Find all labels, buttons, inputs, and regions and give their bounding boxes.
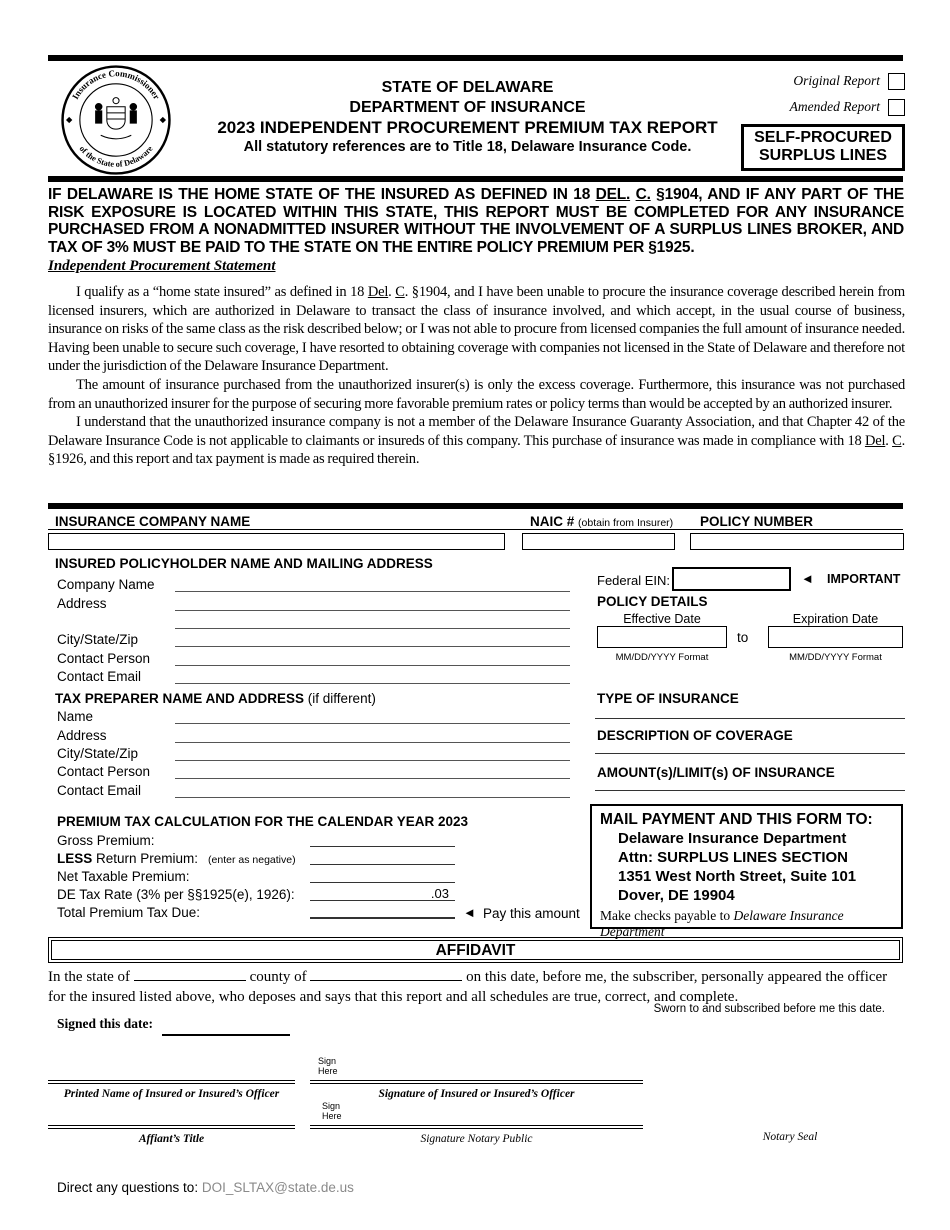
policy-number-label: POLICY NUMBER: [700, 514, 814, 529]
insured-address-row: [57, 595, 570, 611]
tax-preparer-heading: [55, 691, 376, 706]
return-premium-line[interactable]: [310, 851, 455, 865]
payable-department-name: Delaware Insurance Department: [600, 908, 844, 939]
naic-note-text: (obtain from Insurer): [578, 517, 674, 529]
county-write-line[interactable]: [310, 968, 462, 981]
statement-paragraphs: [48, 283, 905, 469]
officer-signature-line[interactable]: [310, 1070, 643, 1084]
insured-city-state-zip-line[interactable]: [175, 632, 570, 647]
field-label: Contact Person: [57, 651, 151, 666]
naic-number-input[interactable]: [522, 533, 675, 550]
checks-payable-note: [600, 908, 893, 940]
p3-del-cite: Del: [864, 432, 886, 449]
field-label: Address: [57, 596, 107, 611]
questions-footer: [57, 1180, 354, 1195]
affidavit-text-mid: county of: [249, 969, 307, 985]
affiant-title-caption: Affiant’s Title: [138, 1133, 205, 1145]
mail-address-line: Attn: SURPLUS LINES SECTION: [618, 849, 849, 866]
title-state: STATE OF DELAWARE: [381, 79, 554, 96]
affidavit-text-pre: In the state of: [48, 969, 131, 985]
return-premium-text: Return Premium:: [92, 851, 199, 866]
statement-paragraph-1: [48, 283, 905, 376]
surplus-lines-line: SURPLUS LINES: [758, 147, 887, 164]
federal-ein-label: Federal EIN:: [597, 573, 670, 588]
insured-policyholder-heading: INSURED POLICYHOLDER NAME AND MAILING ADDRESS: [55, 556, 433, 571]
seal-inner-ring: [80, 84, 152, 156]
signed-date-line[interactable]: [162, 1022, 290, 1036]
preparer-heading-text: TAX PREPARER NAME AND ADDRESS: [55, 691, 305, 706]
printed-name-caption: Printed Name of Insured or Insured’s Officer: [63, 1088, 280, 1100]
total-premium-tax-due-line[interactable]: [310, 905, 455, 919]
less-bold-text: LESS: [57, 851, 93, 866]
p1-text: . §1904, and I have been unable to procure the insurance coverage described herein from licensed insurers, which are authorized in Delaware to transact the class of insurance involved, and which accept, in the usual course of business, insurance on risks of the same class as the risk described below; or I was not able to procure from licensed companies the full amount of insurance needed. Having been unable to secure such coverage, I have resorted to obtaining coverage with companies not licensed in the State of Delaware and therefore not under the jurisdiction of the Delaware Insurance Department.: [48, 284, 905, 375]
pay-this-amount-note: Pay this amount: [483, 906, 580, 921]
title-report: 2023 INDEPENDENT PROCUREMENT PREMIUM TAX REPORT: [217, 118, 718, 137]
p1-text: I qualify as a “home state insured” as defined in 18: [76, 284, 368, 300]
left-arrow-icon: ◄: [801, 571, 814, 586]
sign-here-word: Sign: [322, 1101, 341, 1111]
diamond-separator-icon: [66, 117, 72, 123]
field-label: Company Name: [57, 577, 155, 592]
field-label: City/State/Zip: [57, 632, 139, 647]
contact-email-link[interactable]: DOI_SLTAX@state.de.us: [201, 1180, 354, 1195]
description-of-coverage-heading: DESCRIPTION OF COVERAGE: [597, 728, 793, 743]
preparer-city-state-zip-line[interactable]: [175, 746, 570, 761]
p1-c-cite: C: [395, 284, 405, 300]
insurance-company-name-label: INSURANCE COMPANY NAME: [55, 514, 251, 529]
preparer-address-row: [57, 727, 570, 743]
net-taxable-premium-label: Net Taxable Premium:: [57, 869, 190, 884]
preparer-heading-note: (if different): [307, 691, 376, 706]
section-divider-rule: [48, 503, 903, 509]
insured-contact-email-line[interactable]: [175, 669, 570, 684]
p1-del-cite: Del: [367, 284, 389, 300]
diamond-separator-icon: [160, 117, 166, 123]
seal-bottom-text: of the State of Delaware: [77, 144, 155, 169]
preparer-name-row: [57, 708, 570, 724]
left-arrow-icon: ◄: [463, 905, 476, 920]
p3-c-cite: C: [892, 432, 902, 449]
important-label: IMPORTANT: [827, 572, 901, 586]
state-write-line[interactable]: [134, 968, 246, 981]
self-procured-surplus-lines-badge: [741, 124, 905, 171]
header-divider-rule: [48, 176, 903, 182]
printed-name-line[interactable]: [48, 1070, 295, 1084]
affidavit-text: [48, 968, 905, 1007]
date-format-note: MM/DD/YYYY Format: [789, 652, 882, 663]
delaware-insurance-commissioner-seal: [60, 64, 172, 176]
type-of-insurance-heading: TYPE OF INSURANCE: [597, 691, 739, 706]
preparer-name-line[interactable]: [175, 709, 570, 724]
mail-address-line: Dover, DE 19904: [618, 887, 735, 904]
independent-procurement-statement-heading: Independent Procurement Statement: [48, 258, 276, 274]
sign-here-word: Sign: [318, 1056, 337, 1066]
form-title-block: [195, 78, 740, 157]
seal-coat-of-arms: [95, 98, 136, 139]
policy-number-input[interactable]: [690, 533, 904, 550]
federal-ein-input[interactable]: [672, 567, 791, 591]
total-premium-tax-due-label: Total Premium Tax Due:: [57, 905, 201, 920]
seal-top-text: Insurance Commissioner: [70, 68, 162, 102]
affidavit-heading: AFFIDAVIT: [48, 937, 903, 963]
expiration-date-label: Expiration Date: [792, 612, 879, 626]
amount-limit-line[interactable]: [595, 777, 905, 791]
signed-this-date-label: Signed this date:: [57, 1016, 154, 1031]
notice-c-cite: C.: [635, 186, 651, 203]
insured-address2-line[interactable]: [175, 614, 570, 629]
notary-seal-caption: Notary Seal: [762, 1131, 818, 1143]
statement-paragraph-2: The amount of insurance purchased from the unauthorized insurer(s) is only the excess coverage. Furthermore, this insurance was not purchased from an unauthorized insurer for the purpose of securing more favorable premium rates or policy terms than would be accepted by an authorized insurer.: [48, 376, 905, 412]
notice-del-cite: DEL.: [595, 186, 631, 203]
report-type-checkboxes: [735, 71, 905, 123]
de-tax-rate-line: .03: [310, 887, 455, 901]
p3-text: .: [885, 432, 893, 449]
p1-text: .: [388, 284, 396, 300]
sworn-subscribed-note: Sworn to and subscribed before me this date.: [653, 1003, 885, 1015]
field-label: Address: [57, 728, 107, 743]
officer-signature-caption: Signature of Insured or Insured’s Officer: [378, 1088, 575, 1100]
naic-label-text: NAIC #: [530, 514, 575, 529]
enter-as-negative-note: (enter as negative): [208, 854, 296, 866]
mail-to-heading: MAIL PAYMENT AND THIS FORM TO:: [600, 811, 873, 828]
preparer-address-line[interactable]: [175, 728, 570, 743]
premium-tax-calculation-heading: PREMIUM TAX CALCULATION FOR THE CALENDAR YEAR 2023: [57, 814, 469, 829]
amount-limit-heading: AMOUNT(s)/LIMIT(s) OF INSURANCE: [597, 765, 835, 780]
insured-company-name-row: [57, 576, 570, 592]
effective-date-input[interactable]: [597, 626, 727, 648]
home-state-notice: [48, 186, 904, 256]
preparer-city-state-zip-row: [57, 745, 570, 761]
title-statutory-note: All statutory references are to Title 18, Delaware Insurance Code.: [243, 139, 692, 155]
amended-report-row: [735, 97, 905, 117]
type-of-insurance-line[interactable]: [595, 705, 905, 719]
amended-report-label: Amended Report: [789, 99, 880, 114]
preparer-contact-email-line[interactable]: [175, 783, 570, 798]
net-taxable-premium-line[interactable]: [310, 869, 455, 883]
policy-details-heading: POLICY DETAILS: [597, 594, 708, 609]
original-report-row: [735, 71, 905, 91]
insured-address-line[interactable]: [175, 596, 570, 611]
less-return-premium-label: [57, 851, 296, 866]
naic-number-label: [530, 514, 673, 529]
mail-address-line: 1351 West North Street, Suite 101: [618, 868, 857, 885]
preparer-contact-email-row: [57, 782, 570, 798]
field-label: Name: [57, 709, 94, 724]
field-label: Contact Email: [57, 669, 142, 684]
sign-here-word: Here: [322, 1111, 342, 1121]
notice-text: IF DELAWARE IS THE HOME STATE OF THE INSURED AS DEFINED IN 18: [48, 186, 596, 203]
p3-text: I understand that the unauthorized insurance company is not a member of the Delaware Insurance Guaranty Association, and that Chapter 42 of the Delaware Insurance Code is not applicable to claimants or insureds of this company. This purchase of insurance was made in compliance with 18: [48, 414, 905, 449]
date-format-note: MM/DD/YYYY Format: [615, 652, 709, 663]
payable-text: Make checks payable to: [600, 908, 734, 923]
statement-paragraph-3: [48, 413, 905, 469]
insured-contact-person-row: [57, 650, 570, 666]
notary-signature-caption: Signature Notary Public: [420, 1133, 533, 1145]
de-tax-rate-label: DE Tax Rate (3% per §§1925(e), 1926):: [57, 887, 295, 902]
questions-label: Direct any questions to:: [57, 1180, 199, 1195]
insured-address2-row: [57, 613, 570, 629]
expiration-date-input[interactable]: [768, 626, 903, 648]
effective-date-label: Effective Date: [623, 612, 701, 626]
mail-address-line: Delaware Insurance Department: [618, 830, 847, 847]
insured-city-state-zip-row: [57, 631, 570, 647]
date-range-to-label: to: [737, 630, 749, 645]
insured-company-name-line[interactable]: [175, 577, 570, 592]
affiant-title-line[interactable]: [48, 1115, 295, 1129]
p3-text: . §1926, and this report and tax payment is made as required therein.: [48, 432, 905, 468]
top-rule: [48, 55, 903, 61]
field-label: City/State/Zip: [57, 746, 139, 761]
insured-contact-person-line[interactable]: [175, 651, 570, 666]
gross-premium-line[interactable]: [310, 833, 455, 847]
gross-premium-label: Gross Premium:: [57, 833, 155, 848]
description-of-coverage-line[interactable]: [595, 740, 905, 754]
original-report-checkbox[interactable]: [888, 73, 905, 90]
insurance-company-name-input[interactable]: [48, 533, 505, 550]
original-report-label: Original Report: [793, 73, 880, 88]
notice-text: §1904, AND IF ANY PART OF THE RISK EXPOSURE IS LOCATED WITHIN THIS STATE, THIS REPORT MUST BE COMPLETED FOR ANY INSURANCE PURCHASED FROM A NONADMITTED INSURER WITHOUT THE INVOLVEMENT OF A SURPLUS LINES BROKER, AND TAX OF 3% MUST BE PAID TO THE STATE ON THE ENTIRE POLICY PREMIUM PER §1925.: [48, 186, 905, 256]
title-department: DEPARTMENT OF INSURANCE: [349, 99, 586, 116]
field-label: Contact Person: [57, 764, 151, 779]
preparer-contact-person-row: [57, 763, 570, 779]
preparer-contact-person-line[interactable]: [175, 764, 570, 779]
amended-report-checkbox[interactable]: [888, 99, 905, 116]
seal-outer-ring: [63, 67, 170, 174]
insured-contact-email-row: [57, 668, 570, 684]
notary-signature-line[interactable]: [310, 1115, 643, 1129]
affidavit-text-post: on this date, before me, the subscriber, personally appeared the officer for the insured listed above, who deposes and says that this report and all schedules are true, correct, and complete.: [48, 969, 888, 1005]
mail-payment-box: [590, 804, 903, 939]
field-label: Contact Email: [57, 783, 142, 798]
sign-here-word: Here: [318, 1066, 338, 1076]
self-procured-line: SELF-PROCURED: [754, 129, 892, 146]
